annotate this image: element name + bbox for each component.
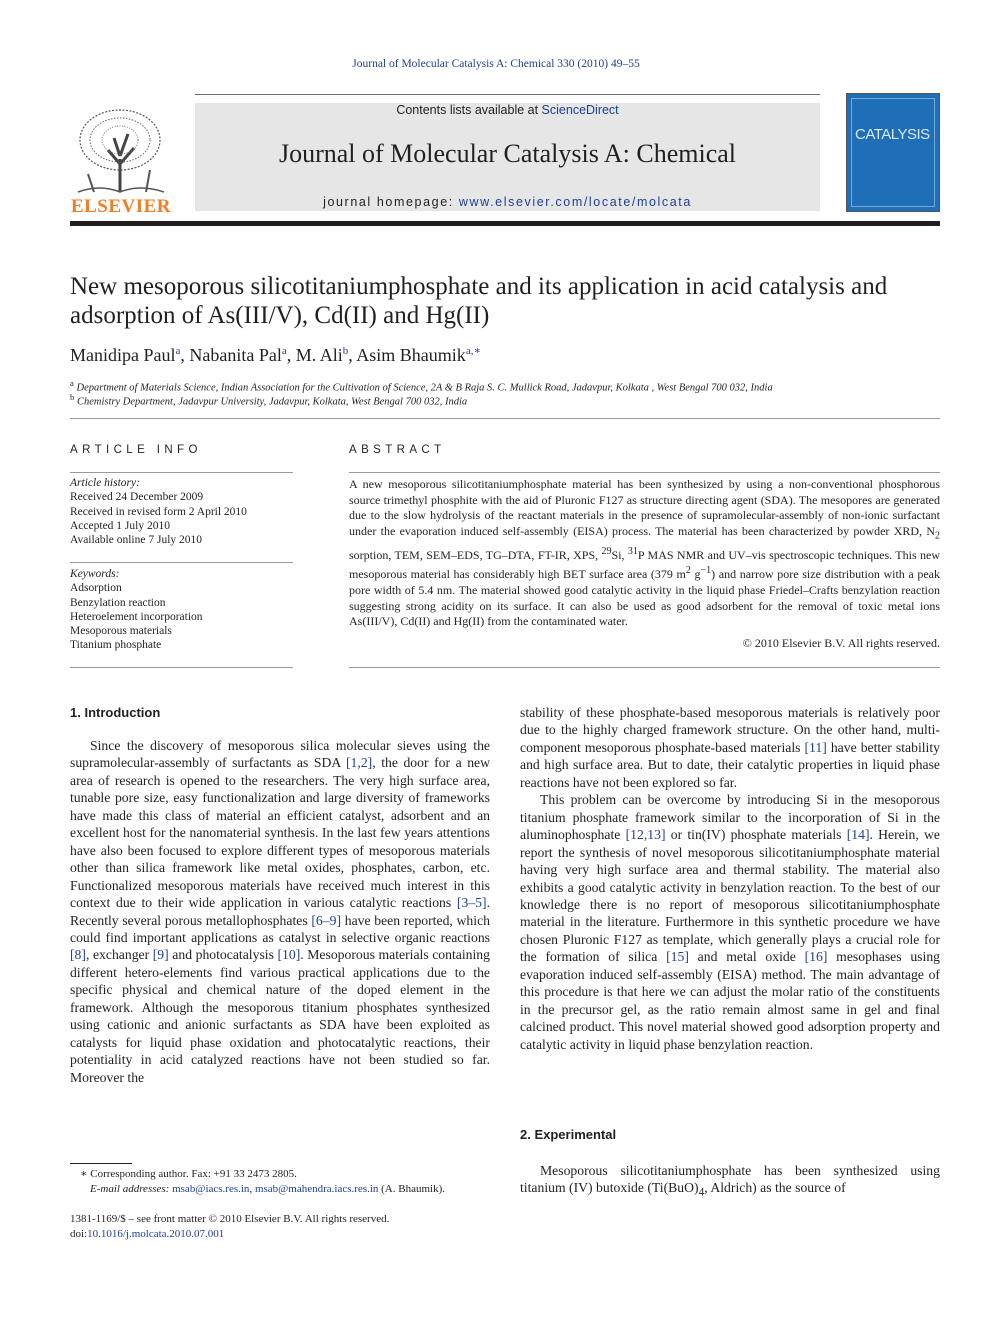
experimental-paragraph <box>520 1162 940 1203</box>
affil-marker: a <box>70 378 74 388</box>
abstract-copyright: © 2010 Elsevier B.V. All rights reserved. <box>742 636 940 650</box>
abstract-seg: P MAS NMR and UV–vis spectroscopic techniques. This new mesoporous material has considerably high BET surface area (379 m <box>349 547 940 582</box>
email-suffix: (A. Bhaumik). <box>378 1183 445 1195</box>
history-item: Accepted 1 July 2010 <box>70 519 170 532</box>
citation-link[interactable]: [16] <box>804 949 828 965</box>
text-run: Since the discovery of mesoporous silica molecular sieves using the supramolecular-assembly of surfactants as SDA <box>70 738 490 771</box>
elsevier-wordmark: ELSEVIER <box>70 196 172 217</box>
keyword: Titanium phosphate <box>70 639 162 652</box>
text-run: mesophases using evaporation induced self-assembly (EISA) method. The main advantage of this procedure is that here we can adjust the molar ratio of the constituents in the precursor gel, as the ratio remain almost same in gel and final calcined product. This novel material showed good adsorption property and catalytic activity in liquid phase benzylation reaction. <box>520 949 941 1052</box>
citation-link[interactable]: [14] <box>846 827 870 843</box>
keyword: Adsorption <box>70 582 122 595</box>
affiliation-rule <box>70 418 940 419</box>
keyword: Heteroelement incorporation <box>70 610 203 623</box>
citation-link[interactable]: [15] <box>666 949 689 965</box>
doi-link[interactable]: 10.1016/j.molcata.2010.07.001 <box>87 1228 225 1240</box>
contents-available-line <box>195 103 820 117</box>
issn-line: 1381-1169/$ – see front matter © 2010 Elsevier B.V. All rights reserved. <box>70 1213 390 1225</box>
info-rule <box>70 562 293 563</box>
abstract-rule <box>349 667 940 668</box>
affil-marker: b <box>70 392 75 402</box>
keywords <box>70 567 293 653</box>
citation-link[interactable]: [1,2] <box>346 755 373 771</box>
homepage-prefix: journal homepage: <box>323 195 459 209</box>
text-run: This problem can be overcome by introducing Si in the mesoporous titanium phosphate framework similar to the incorporation of Si in the aluminophosphate <box>520 792 940 843</box>
info-rule <box>70 667 293 668</box>
keyword: Benzylation reaction <box>70 596 166 609</box>
citation-link[interactable]: [9] <box>152 947 169 963</box>
text-run: and metal oxide <box>688 949 805 965</box>
journal-name: Journal of Molecular Catalysis A: Chemical <box>278 139 737 168</box>
section-heading-experimental: 2. Experimental <box>520 1127 617 1142</box>
journal-citation[interactable]: Journal of Molecular Catalysis A: Chemical 330 (2010) 49–55 <box>352 58 640 70</box>
paragraph <box>520 791 940 1053</box>
author-affil-sup[interactable]: b <box>342 345 349 357</box>
text-run: , exchanger <box>85 947 153 963</box>
doi-line <box>70 1227 490 1242</box>
author-affil-sup[interactable]: a,∗ <box>465 345 481 357</box>
text-run: , Aldrich) as the source of <box>704 1180 846 1196</box>
email-link[interactable]: msab@mahendra.iacs.res.in <box>254 1183 379 1195</box>
email-label: E-mail addresses: <box>90 1183 170 1195</box>
text-run: stability of these phosphate-based mesoporous materials is relatively poor due to the highly charged framework structure. On the other hand, multi-component mesoporous phosphate-based materials <box>520 705 940 755</box>
section-heading-introduction: 1. Introduction <box>70 705 161 720</box>
abstract-seg: ) and narrow pore size distribution with a peak pore width of 5.4 nm. The material showed good catalytic activity in the liquid phase Friedel–Crafts benzylation reaction suggesting strong acidity on its surface. It can also be used as good adsorbent for the removal of toxic metal ions As(III/V), Cd(II) and Hg(II) from the contaminated water. <box>349 567 941 629</box>
author-name[interactable]: Manidipa Paul <box>70 345 176 365</box>
text-run: , the door for a new area of research is opened to the researchers. The very high surface area, tunable pore size, easy functionalization and large diversity of frameworks have made this class of material an efficient catalyst, adsorbent and an excellent host for the nanomaterial synthesis. In the last few years attentions have also been focused to explore different types of mesoporous materials other than silica framework like metal oxides, phosphates, carbon, etc. Functionalized mesoporous materials have received much interest in this context due to their wide application in various catalytic reactions <box>70 755 490 911</box>
author-name[interactable]: Nabanita Pal <box>189 345 282 365</box>
abstract-seg: sorption, TEM, SEM–EDS, TG–DTA, FT-IR, XPS, <box>349 547 602 562</box>
subscript: 4 <box>698 1187 705 1200</box>
keywords-label: Keywords: <box>70 568 120 580</box>
text-run: have better stability and high surface area. But to date, their catalytic properties in liquid phase reactions have not been explored so far. <box>520 739 940 790</box>
journal-cover-thumbnail[interactable] <box>846 93 940 212</box>
text-run: and photocatalysis <box>168 947 278 963</box>
article-title: New mesoporous silicotitaniumphosphate and its application in acid catalysis and adsorption of As(III/V), Cd(II) and Hg(II) <box>70 273 888 329</box>
abstract-seg: Si, <box>611 547 628 562</box>
doi-prefix: doi: <box>70 1228 88 1240</box>
header-rule <box>70 221 940 226</box>
history-label: Article history: <box>70 477 140 489</box>
text-run: have been reported, which could find important applications as catalyst in selective organic reactions <box>70 912 490 945</box>
citation-link[interactable]: [6–9] <box>311 912 342 928</box>
affil-text: Chemistry Department, Jadavpur University, Jadavpur, Kolkata, West Bengal 700 032, India <box>77 396 468 408</box>
paragraph <box>520 1162 940 1203</box>
citation-link[interactable]: [10] <box>277 947 301 963</box>
author-list: Manidipa Paul$^a$, Nabanita Pal$^a$, M. Ali$^b$, Asim Bhaumik$^{a,∗}$ <box>70 345 481 365</box>
citation-link[interactable]: [12,13] <box>625 827 666 843</box>
abstract-sup: 31 <box>627 545 638 557</box>
text-run: . Herein, we report the synthesis of novel mesoporous silicotitaniumphosphate material having very high surface area and thermal stability. The material also exhibits a good catalytic activity in benzylation reaction. To the best of our knowledge there is no report of mesoporous silicotitaniumphosphate material in the literature. Furthermore in this synthetic procedure we have chosen Pluronic F127 as template, which generally plays a crucial role for the formation of silica <box>520 827 941 965</box>
text-run: . Recently several porous metallophosphates <box>70 895 490 928</box>
email-sep: , <box>249 1183 255 1195</box>
abstract-seg: g <box>690 567 701 582</box>
keyword: Mesoporous materials <box>70 625 172 638</box>
email-line <box>70 1182 490 1197</box>
affil-text: Department of Materials Science, Indian Association for the Cultivation of Science, 2A & B Raja S. C. Mullick Road, Jadavpur, Kolkata , West Bengal 700 032, India <box>76 382 773 394</box>
abstract-heading: ABSTRACT <box>349 444 446 456</box>
author-affil-sup[interactable]: a <box>175 345 181 357</box>
email-link[interactable]: msab@iacs.res.in <box>172 1183 250 1195</box>
text-run: or tin(IV) phosphate materials <box>665 827 847 843</box>
journal-homepage <box>195 195 820 209</box>
abstract-sub: 2 <box>935 530 940 542</box>
author-affil-sup[interactable]: a <box>281 345 287 357</box>
history-item: Received in revised form 2 April 2010 <box>70 505 247 518</box>
contents-prefix: Contents lists available at <box>396 103 542 117</box>
article-info-heading: ARTICLE INFO <box>70 444 202 456</box>
paragraph <box>70 737 490 1086</box>
corresponding-line: ∗ Corresponding author. Fax: +91 33 2473 2805. <box>80 1168 297 1180</box>
citation-link[interactable]: [3–5] <box>456 895 487 911</box>
body-column-right <box>520 704 940 1053</box>
paragraph <box>520 704 940 791</box>
abstract-rule <box>349 472 940 473</box>
affiliation-b <box>70 390 940 410</box>
footnote-rule <box>70 1163 132 1164</box>
author-name[interactable]: Asim Bhaumik <box>356 345 466 365</box>
author-name[interactable]: M. Ali <box>295 345 343 365</box>
sciencedirect-link[interactable]: ScienceDirect <box>541 103 619 117</box>
abstract-text <box>349 477 940 630</box>
masthead-top-rule <box>195 94 820 95</box>
citation-link[interactable]: [8] <box>70 947 86 963</box>
article-history <box>70 476 293 547</box>
abstract-sup: 2 <box>685 565 691 577</box>
history-item: Received 24 December 2009 <box>70 491 204 504</box>
text-run: Mesoporous silicotitaniumphosphate has been synthesized using titanium (IV) butoxide (Ti(BuO) <box>520 1163 940 1196</box>
info-rule <box>70 472 293 473</box>
homepage-link[interactable]: www.elsevier.com/locate/molcata <box>458 195 692 209</box>
body-column-left <box>70 737 490 1086</box>
history-item: Available online 7 July 2010 <box>70 534 203 547</box>
abstract-sup: −1 <box>700 565 712 577</box>
front-matter-info <box>70 1212 490 1242</box>
corresponding-author-footnote <box>70 1167 490 1197</box>
abstract-seg: A new mesoporous silicotitaniumphosphate material has been synthesized by using a non-conventional phosphorous source trimethyl phosphite with the aid of Pluronic F127 as structure directing agent (SDA). The mesopores are generated due to the slow hydrolysis of the reactant materials in the presence of supramolecular-assembly of non-ionic surfactant under the evaporation induced self-assembly (EISA) process. The material has been characterized by powder XRD, N <box>349 477 940 538</box>
text-run: . Mesoporous materials containing different hetero-elements find various practical applications due to the specific physical and chemical nature of the doped element in the framework. Although the mesoporous titanium phosphates synthesized using cationic and anionic surfactants as SDA have been exploited as catalysts for liquid phase oxidation and photocatalytic reactions, their potentiality in acid catalyzed reactions have not been studied so far. Moreover the <box>70 947 490 1085</box>
cover-title: CATALYSIS <box>855 126 930 143</box>
abstract-sup: 29 <box>601 545 612 557</box>
cover-frame <box>851 98 935 207</box>
citation-link[interactable]: [11] <box>804 739 827 755</box>
